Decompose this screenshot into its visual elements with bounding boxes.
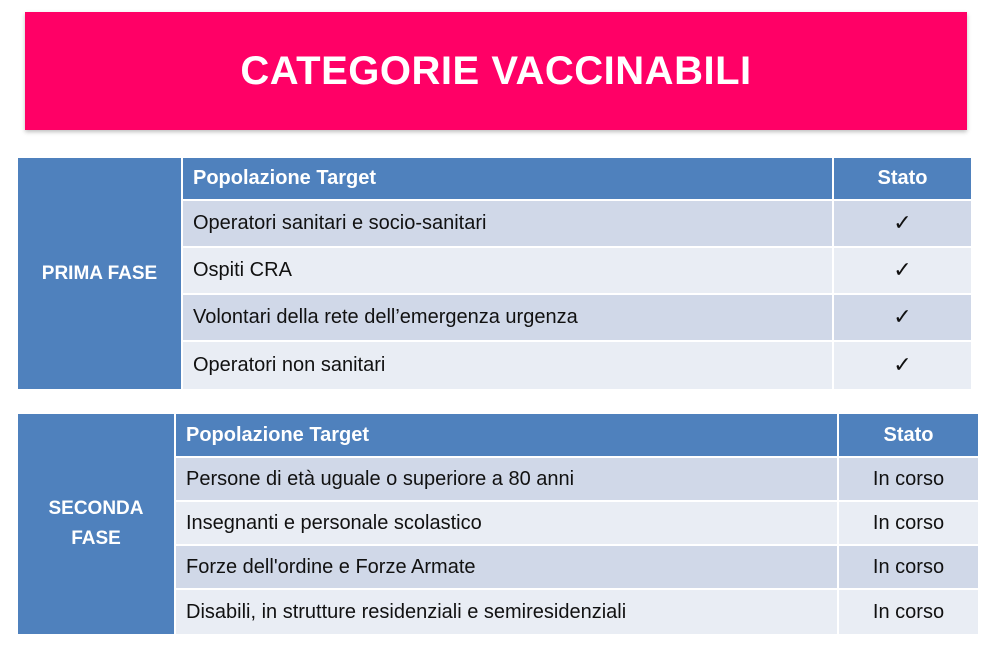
seconda-fase-section <box>18 414 978 634</box>
table-header-row <box>176 414 978 458</box>
table-row <box>183 342 971 389</box>
prima-fase-table <box>181 158 971 389</box>
target-cell: Operatori sanitari e socio-sanitari <box>183 201 834 246</box>
target-cell: Operatori non sanitari <box>183 342 834 389</box>
status-cell: In corso <box>872 511 945 534</box>
table-row <box>176 546 978 590</box>
status-cell <box>834 201 971 246</box>
header-status: Stato <box>877 167 928 189</box>
status-cell <box>834 248 971 293</box>
target-cell: Insegnanti e personale scolastico <box>176 502 839 544</box>
phase-label-prima: PRIMA FASE <box>18 158 181 389</box>
table-row <box>176 502 978 546</box>
table-row <box>176 458 978 502</box>
check-icon: ✓ <box>893 353 912 378</box>
status-cell <box>834 295 971 340</box>
table-header-row <box>183 158 971 201</box>
title-banner <box>25 12 967 130</box>
table-row <box>183 201 971 248</box>
check-icon: ✓ <box>893 211 912 236</box>
seconda-fase-table <box>174 414 978 634</box>
target-cell: Persone di età uguale o superiore a 80 anni <box>176 458 839 500</box>
header-target: Popolazione Target <box>176 414 839 456</box>
prima-fase-section <box>18 158 971 389</box>
status-cell: In corso <box>872 555 945 578</box>
status-cell: In corso <box>872 600 945 623</box>
target-cell: Volontari della rete dell’emergenza urgenza <box>183 295 834 340</box>
header-status: Stato <box>883 423 934 446</box>
table-row <box>183 248 971 295</box>
page-title: CATEGORIE VACCINABILI <box>240 48 752 93</box>
header-target: Popolazione Target <box>183 158 834 199</box>
check-icon: ✓ <box>893 305 912 330</box>
check-icon: ✓ <box>893 258 912 283</box>
target-cell: Forze dell'ordine e Forze Armate <box>176 546 839 588</box>
status-cell <box>834 342 971 389</box>
table-row <box>176 590 978 634</box>
status-cell: In corso <box>872 467 945 490</box>
target-cell: Disabili, in strutture residenziali e semiresidenziali <box>176 590 839 634</box>
phase-label-seconda: SECONDA FASE <box>18 414 174 634</box>
table-row <box>183 295 971 342</box>
target-cell: Ospiti CRA <box>183 248 834 293</box>
